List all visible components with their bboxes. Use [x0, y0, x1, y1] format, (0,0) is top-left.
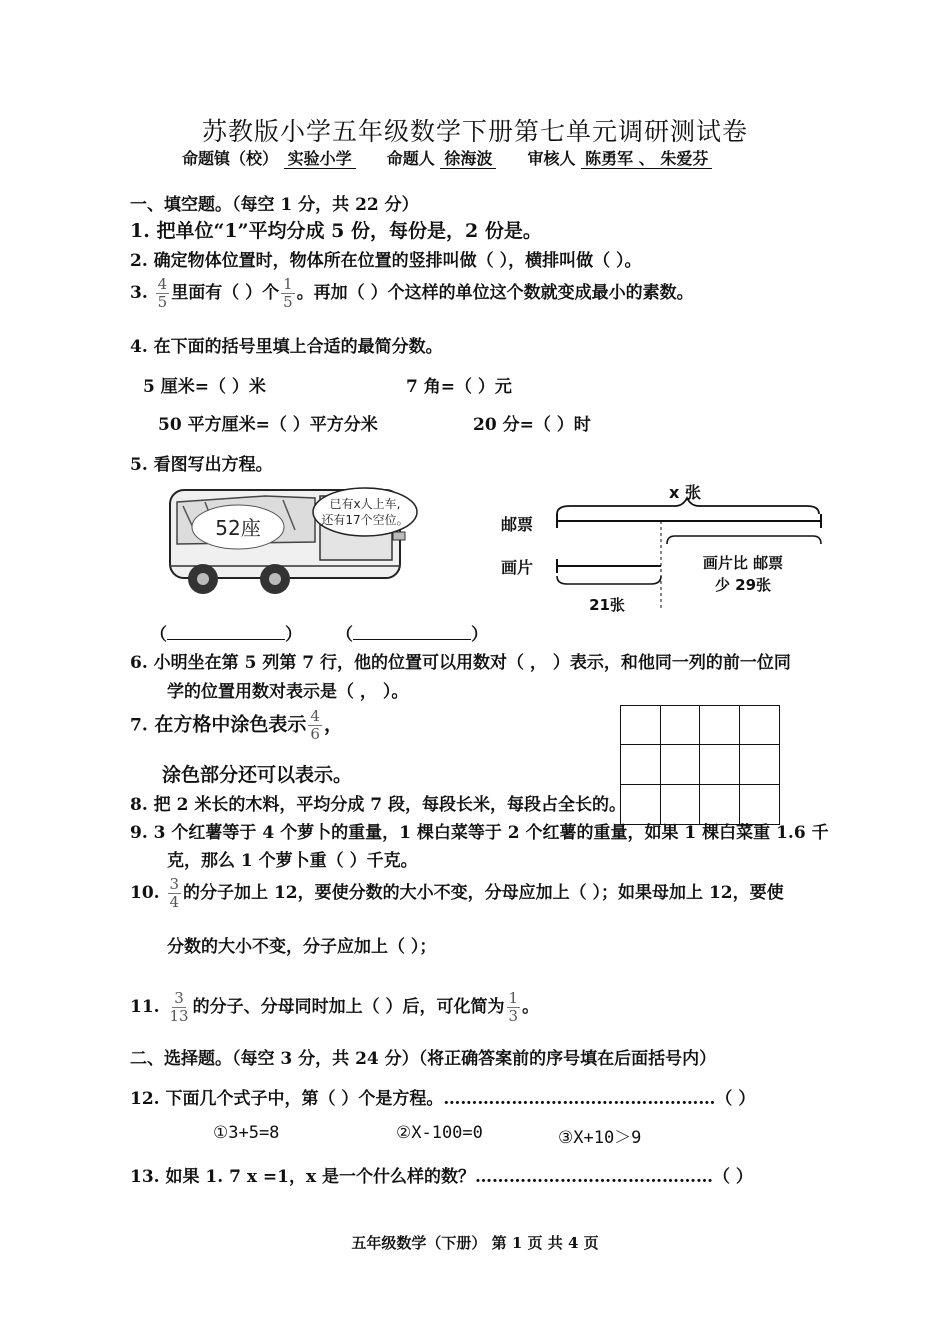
fraction-4-6: $\frac{4}{6}$ [310, 707, 320, 743]
section-1-heading: 一、填空题。（每空 1 分，共 22 分） [130, 195, 419, 215]
question-1: 1. 把单位“1”平均分成 5 份，每份是，2 份是。 [130, 220, 542, 242]
fraction-3-4: $\frac{3}{4}$ [169, 875, 180, 911]
question-6-line-1: 6. 小明坐在第 5 列第 7 行，他的位置可以用数对（ ， ）表示，和他同一列的前一位同 [130, 653, 791, 673]
question-10-line-2: 分数的大小不变，分子应加上（ ）； [167, 937, 437, 957]
author-name: 徐海波 [440, 149, 496, 169]
question-8: 8. 把 2 米长的木料，平均分成 7 段，每段长米，每段占全长的。 [130, 795, 626, 815]
total-label: x 张 [669, 483, 701, 502]
question-10: 10. $\frac{3}{4}$ 的分子加上 12，要使分数的大小不变，分母应加上（ ）；如果母加上 12，要使 [130, 875, 784, 911]
page-title: 苏教版小学五年级数学下册第七单元调研测试卷 [201, 117, 748, 146]
author-label: 命题人 [386, 149, 435, 168]
question-9-line-1: 9. 3 个红薯等于 4 个萝卜的重量，1 棵白菜等于 2 个红薯的重量，如果 1 棵白菜重 1.6 千 [130, 823, 829, 843]
school-label: 命题镇（校） [182, 149, 279, 168]
question-2: 2. 确定物体位置时，物体所在位置的竖排叫做（ ），横排叫做（ ）。 [130, 251, 642, 271]
question-6-line-2: 学的位置用数对表示是（ ， ）。 [167, 682, 409, 702]
reviewer-label: 审核人 [527, 149, 576, 168]
question-4b: 7 角=（ ）元 [406, 377, 512, 397]
shading-grid[interactable] [620, 705, 780, 825]
row-picture-label: 画片 [501, 558, 534, 577]
row-stamp-label: 邮票 [501, 515, 534, 534]
question-9-line-2: 克，那么 1 个萝卜重（ ）千克。 [167, 851, 418, 871]
question-4: 4. 在下面的括号里填上合适的最简分数。 [130, 337, 443, 357]
question-7: 7. 在方格中涂色表示 $\frac{4}{6}$ ， [130, 707, 343, 743]
answer-blank-1[interactable]: （ ） [150, 625, 302, 645]
q12-option-1: ①3+5=8 [213, 1123, 280, 1143]
difference-note-2: 少 29张 [714, 576, 772, 594]
question-3: 3. $\frac{4}{5}$ 里面有（ ）个 $\frac{1}{5}$ 。再加（ ）个这样的单位这个数就变成最小的素数。 [130, 275, 694, 311]
q12-option-3: ③X+10＞9 [558, 1128, 642, 1148]
bus-seats-label: 52座 [215, 516, 261, 540]
answer-blank-2[interactable]: （ ） [336, 625, 488, 645]
fraction-1-3: $\frac{1}{3}$ [508, 989, 519, 1025]
bubble-line-2: 还有17个空位。 [321, 513, 409, 527]
section-2-heading: 二、选择题。（每空 3 分，共 24 分）（将正确答案前的序号填在后面括号内） [130, 1049, 717, 1069]
fraction-1-5: $\frac{1}{5}$ [283, 275, 293, 311]
difference-note-1: 画片比 邮票 [702, 554, 784, 572]
bus-illustration [165, 482, 450, 597]
question-11: 11. $\frac{3}{13}$ 的分子、分母同时加上（ ）后，可化简为 $\frac{1}{3}$ 。 [130, 989, 540, 1025]
picture-length-label: 21张 [589, 596, 625, 614]
question-12: 12. 下面几个式子中，第（ ）个是方程。…………………………………………（ ） [130, 1089, 756, 1109]
q12-option-2: ②X-100=0 [396, 1123, 483, 1143]
reviewer-names: 陈勇军 、 朱爱芬 [581, 149, 712, 169]
fraction-4-5: $\frac{4}{5}$ [157, 275, 168, 311]
question-4d: 20 分=（ ）时 [473, 415, 591, 435]
question-4c: 50 平方厘米=（ ）平方分米 [158, 415, 378, 435]
stamp-diagram [495, 478, 830, 618]
page-footer: 五年级数学（下册） 第 1 页 共 4 页 [351, 1234, 599, 1252]
question-4a: 5 厘米=（ ）米 [143, 377, 266, 397]
question-5: 5. 看图写出方程。 [130, 455, 273, 475]
question-7-line-2: 涂色部分还可以表示。 [162, 764, 353, 786]
exam-meta [182, 146, 712, 169]
school-name: 实验小学 [284, 149, 356, 169]
question-13: 13. 如果 1. 7 x =1，x 是一个什么样的数？……………………………………（ ） [130, 1167, 753, 1187]
bubble-line-1: 已有x人上车, [329, 497, 401, 511]
fraction-3-13: $\frac{3}{13}$ [169, 989, 189, 1025]
